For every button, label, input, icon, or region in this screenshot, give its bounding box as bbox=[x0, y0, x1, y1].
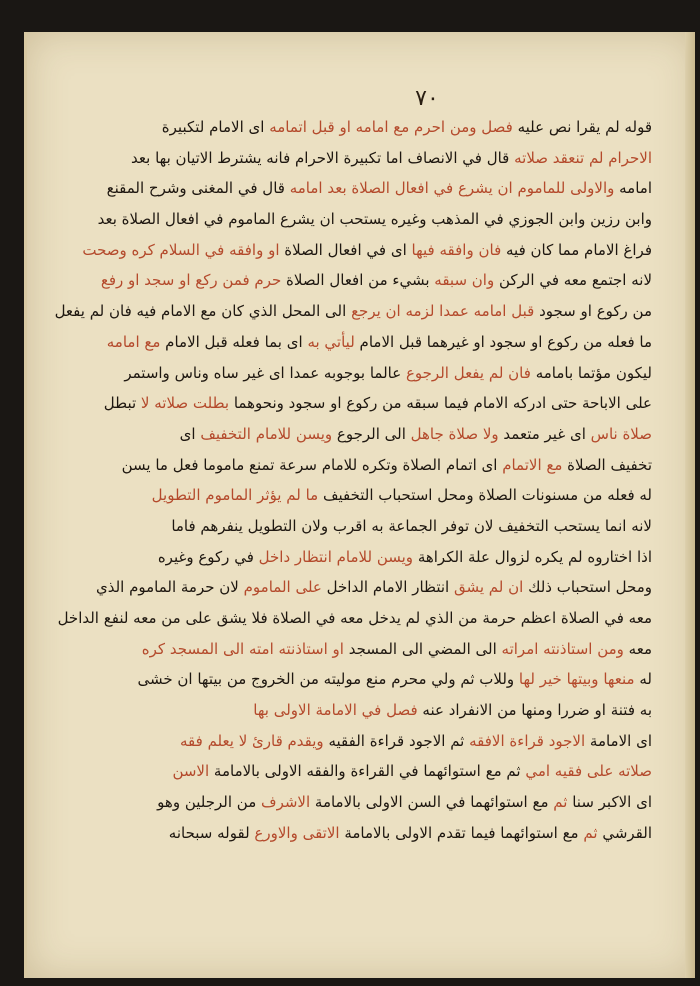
manuscript-text bbox=[54, 112, 652, 849]
body-text: قال في الانصاف اما تكبيرة الاحرام فانه يشترط الاتيان بها بعد bbox=[131, 148, 510, 167]
body-text: مع استوائهما في السن الاولى بالامامة bbox=[310, 793, 549, 812]
body-text: لقوله سبحانه bbox=[168, 823, 250, 842]
text-line bbox=[122, 480, 652, 511]
body-text: امامه bbox=[614, 179, 652, 198]
body-text: مع استوائهما فيما تقدم الاولى بالامامة bbox=[339, 823, 579, 842]
body-text: قال في المغنى وشرح المقنع bbox=[106, 179, 285, 198]
text-line bbox=[122, 450, 652, 481]
body-text: اى اتمام الصلاة وتكره للامام سرعة تمنع ماموما فعل ما يسن bbox=[121, 455, 498, 474]
body-text: بشيء من افعال الصلاة bbox=[281, 271, 430, 290]
text-line bbox=[122, 419, 652, 450]
body-text: من ركوع او سجود bbox=[534, 302, 652, 321]
manuscript-page bbox=[24, 32, 695, 978]
rubric-text: مع امامه bbox=[106, 332, 161, 351]
body-text: ليكون مؤتما بامامه bbox=[530, 363, 652, 382]
body-text: لانه انما يستحب التخفيف لان توفر الجماعة به اقرب ولان التطويل ينفرهم فاما bbox=[171, 516, 652, 535]
text-line bbox=[57, 603, 652, 634]
body-text: له فعله من مسنونات الصلاة ومحل استحباب التخفيف bbox=[318, 486, 652, 505]
body-text: انتظار الامام الداخل bbox=[321, 578, 450, 597]
rubric-text: الاسن bbox=[172, 762, 210, 781]
rubric-text: ثم bbox=[578, 823, 598, 842]
rubric-text: الاجود قراءة الافقه bbox=[464, 731, 586, 750]
text-line bbox=[103, 388, 652, 419]
rubric-text: ويسن للامام انتظار داخل bbox=[253, 547, 414, 566]
text-line bbox=[122, 726, 652, 757]
body-text: اى غير متعمد bbox=[498, 424, 586, 443]
body-text: الى المحل الذي كان مع الامام فيه فان لم يفعل bbox=[54, 302, 347, 321]
text-line bbox=[95, 572, 652, 603]
text-line bbox=[106, 173, 652, 204]
rubric-text: ثم bbox=[548, 793, 568, 812]
rubric-text: منعها وبيتها خير لها bbox=[514, 670, 635, 689]
rubric-text: فصل ومن احرم مع امامه او قبل اتمامه bbox=[264, 118, 513, 136]
rubric-text: ويسن للامام التخفيف bbox=[195, 424, 333, 443]
rubric-text: ويقدم قارئ لا يعلم فقه bbox=[180, 731, 324, 750]
text-line bbox=[122, 756, 652, 787]
body-text: ثم مع استوائهما في القراءة والفقه الاولى بالامامة bbox=[209, 762, 521, 781]
rubric-text: وان سبقه bbox=[429, 271, 495, 290]
rubric-text: فان لم يفعل الرجوع bbox=[401, 363, 531, 382]
body-text: اذا اختاروه لم يكره لزوال علة الكراهة bbox=[413, 547, 652, 566]
rubric-text: ليأتي به bbox=[302, 332, 355, 351]
page-number: ٧٠ bbox=[415, 86, 439, 111]
text-line bbox=[122, 634, 652, 665]
body-text: اى الاكبر سنا bbox=[567, 793, 652, 812]
text-line bbox=[106, 327, 652, 358]
rubric-text: ان لم يشق bbox=[449, 578, 524, 597]
text-line bbox=[122, 542, 652, 573]
rubric-text: او استاذنته امته الى المسجد كره bbox=[141, 639, 344, 658]
body-text: اى الامامة bbox=[585, 731, 652, 750]
body-text: تبطل bbox=[103, 394, 137, 413]
body-text: على الاباحة حتى ادركه الامام فيما سبقه من ركوع او سجود ونحوهما bbox=[229, 394, 652, 413]
page-edge bbox=[685, 32, 695, 978]
text-line bbox=[122, 664, 652, 695]
body-text: وابن رزين وابن الجوزي في المذهب وغيره يستحب ان يشرع الماموم في افعال الصلاة بعد bbox=[97, 210, 652, 229]
body-text: قوله لم يقرا نص عليه bbox=[512, 118, 652, 136]
rubric-text: قبل امامه عمدا لزمه ان يرجع bbox=[346, 302, 535, 321]
text-line bbox=[122, 695, 652, 726]
body-text: عالما بوجوبه عمدا اى غير ساه وناس واستمر bbox=[124, 363, 402, 382]
rubric-text: بطلت صلاته لا bbox=[136, 394, 230, 413]
rubric-text: ومن استاذنته امراته bbox=[496, 639, 624, 658]
body-text: الى الرجوع bbox=[332, 424, 406, 443]
body-text: الى المضي الى المسجد bbox=[343, 639, 497, 658]
body-text: معه في الصلاة اعظم حرمة من الذي لم يدخل معه في الصلاة فلا يشق على من معه لنفع الداخل bbox=[57, 609, 652, 627]
body-text: فراغ الامام مما كان فيه bbox=[501, 240, 652, 259]
rubric-text: على الماموم bbox=[238, 578, 322, 597]
rubric-text: الاتقى والاورع bbox=[249, 823, 340, 842]
text-line bbox=[122, 143, 652, 174]
text-line bbox=[122, 511, 652, 542]
body-text: من الرجلين وهو bbox=[157, 793, 257, 812]
rubric-text: الاحرام لم تنعقد صلاته bbox=[509, 148, 652, 167]
body-text: لان حرمة الماموم الذي bbox=[95, 578, 239, 597]
body-text: له bbox=[634, 670, 652, 689]
rubric-text: او وافقه في السلام كره وصحت bbox=[82, 240, 280, 259]
body-text: القرشي bbox=[597, 823, 652, 842]
text-line bbox=[82, 235, 652, 266]
text-line bbox=[97, 204, 652, 235]
body-text: ما فعله من ركوع او سجود او غيرهما قبل الامام bbox=[354, 332, 652, 351]
rubric-text: صلاته على فقيه امي bbox=[520, 762, 652, 781]
text-line bbox=[122, 112, 652, 143]
body-text: اى بما فعله قبل الامام bbox=[160, 332, 303, 351]
text-line bbox=[100, 265, 652, 296]
rubric-text: الاشرف bbox=[256, 793, 311, 812]
body-text: ومحل استحباب ذلك bbox=[523, 578, 652, 597]
rubric-text: صلاة ناس bbox=[585, 424, 652, 443]
text-line bbox=[122, 358, 652, 389]
body-text: اى في افعال الصلاة bbox=[279, 240, 407, 259]
body-text: معه bbox=[623, 639, 652, 658]
rubric-text: ولا صلاة جاهل bbox=[405, 424, 499, 443]
body-text: وللاب ثم ولي محرم منع موليته من الخروج من بيتها ان خشى bbox=[137, 670, 515, 689]
rubric-text: فان وافقه فيها bbox=[406, 240, 502, 259]
body-text: تخفيف الصلاة bbox=[562, 455, 652, 474]
rubric-text: ما لم يؤثر الماموم التطويل bbox=[151, 486, 319, 505]
rubric-text: حرم فمن ركع او سجد او رفع bbox=[100, 271, 282, 290]
text-line bbox=[122, 818, 652, 849]
body-text: اى bbox=[179, 424, 196, 443]
text-line bbox=[54, 296, 652, 327]
rubric-text: فصل في الامامة الاولى بها bbox=[253, 701, 418, 720]
body-text: به فتنة او ضررا ومنها من الانفراد عنه bbox=[417, 701, 652, 720]
body-text: في ركوع وغيره bbox=[157, 547, 254, 566]
body-text: ثم الاجود قراءة الفقيه bbox=[323, 731, 465, 750]
rubric-text: مع الاتمام bbox=[497, 455, 563, 474]
rubric-text: والاولى للماموم ان يشرع في افعال الصلاة بعد امامه bbox=[284, 179, 615, 198]
body-text: لانه اجتمع معه في الركن bbox=[494, 271, 652, 290]
text-line bbox=[122, 787, 652, 818]
body-text: اى الامام لتكبيرة bbox=[161, 118, 265, 136]
